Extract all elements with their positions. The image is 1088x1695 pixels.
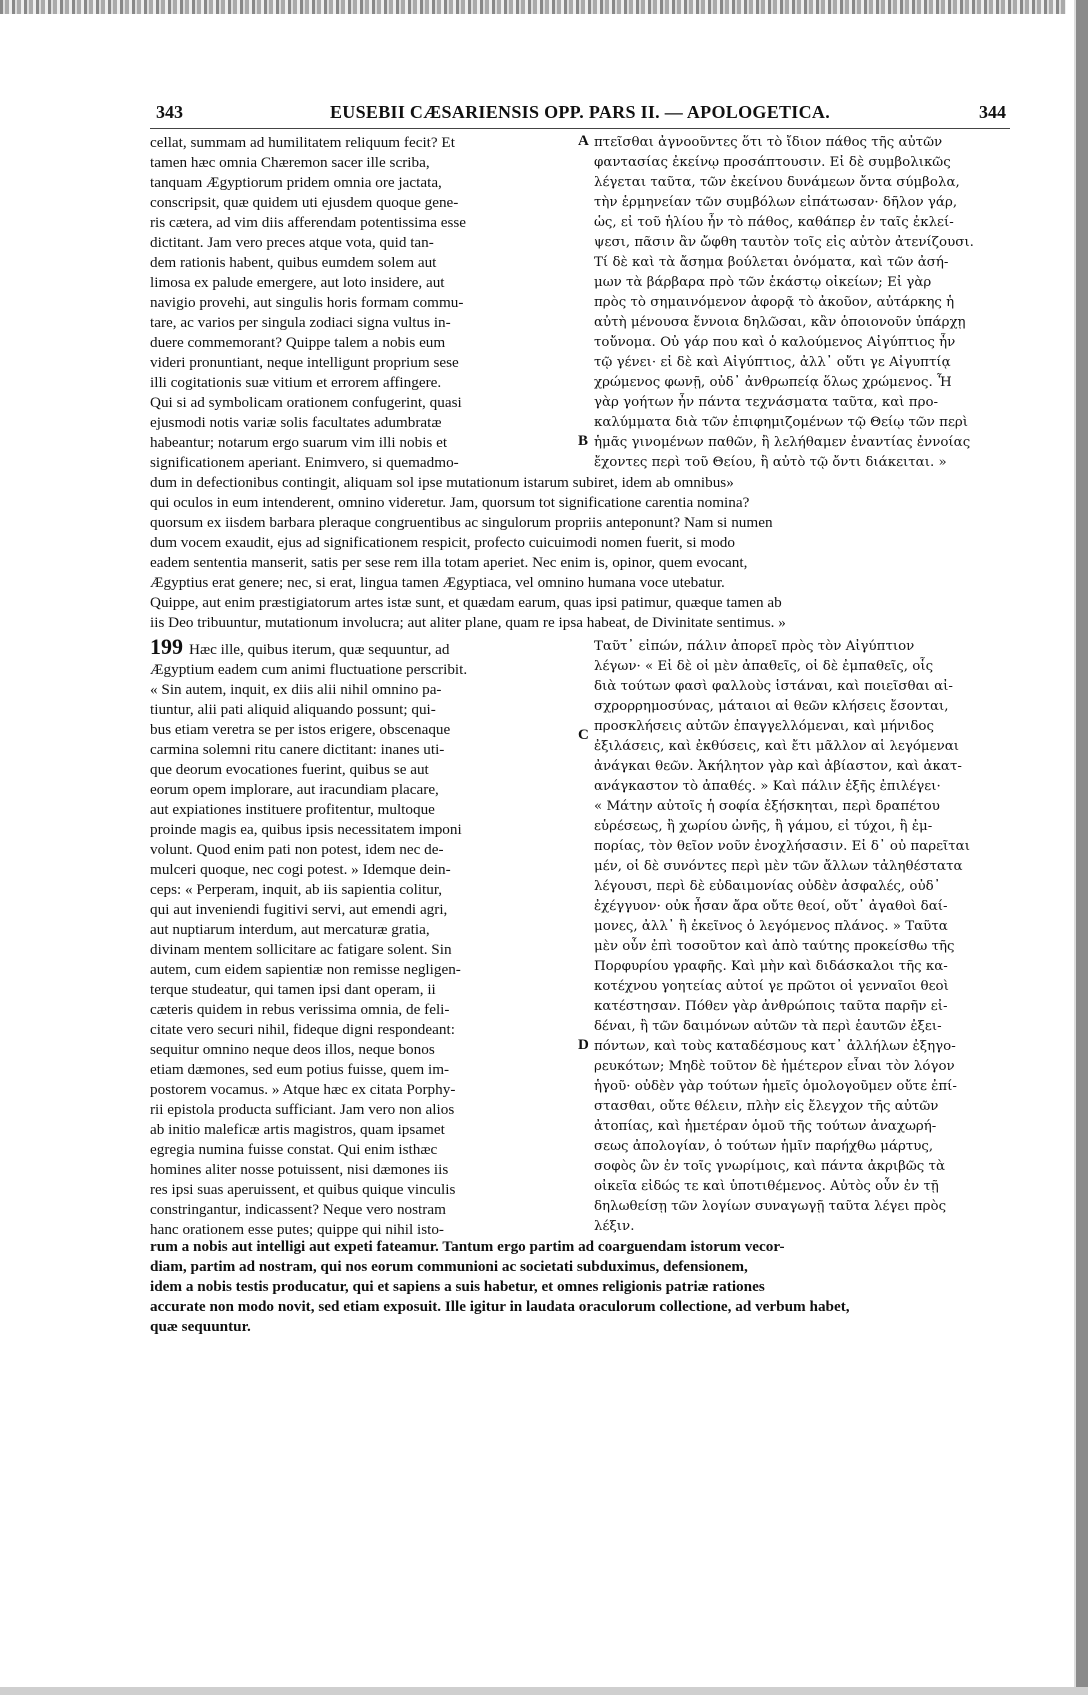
text-line: πρὸς τὸ σημαινόμενον ἀφορᾷ τὸ ἀκοῦον, αὐτάρκης ἡ (594, 295, 955, 310)
text-line: ρευκότων; Μηδὲ τοῦτον δὲ ἡμέτερον εἶναι τὸν λόγον (594, 1059, 955, 1074)
text-line: videri pronuntiant, neque intelligunt proprium sese (150, 354, 459, 371)
text-line: quæ sequuntur. (150, 1318, 251, 1335)
text-line: bus etiam veretra se per istos erigere, obscenaque (150, 721, 451, 738)
text-line: ris cætera, ad vim diis afferendam potentissima esse (150, 214, 467, 231)
text-line: qui aut inveniendi fugitivi servi, aut emendi agri, (150, 901, 448, 918)
text-line: ἐχέγγυον· οὐκ ἦσαν ἄρα οὔτε θεοί, οὔτ᾽ ἀγαθοὶ δαί- (594, 899, 948, 914)
text-line: « Sin autem, inquit, ex diis alii nihil omnino pa- (150, 681, 442, 698)
text-line: quorsum ex iisdem barbara pleraque congruentibus ac singulorum propriis anteponunt? Nam si numen (150, 514, 773, 531)
text-line: hanc orationem esse putes; quippe qui nihil isto- (150, 1221, 444, 1238)
text-line: τοὔνομα. Οὐ γάρ που καὶ ὁ καλούμενος Αἰγύπτιος ἦν (594, 335, 956, 350)
text-line: ἐξιλάσεις, καὶ ἐκθύσεις, καὶ ἔτι μᾶλλον αἱ λεγόμεναι (594, 739, 960, 754)
text-line: εὑρέσεως, ἢ χωρίου ὠνῆς, ἢ γάμου, εἰ τύχοι, ἢ ἐμ- (594, 819, 933, 834)
text-line: Πορφυρίου γραφῆς. Καὶ μὴν καὶ διδάσκαλοι τῆς κα- (594, 959, 948, 974)
text-line: res ipsi suas aperuissent, et quibus quique vinculis (150, 1181, 456, 1198)
margin-marker-b: B (578, 433, 589, 449)
scan-edge-right (1066, 0, 1088, 1695)
text-line: navigio provehi, aut singulis horis formam commu- (150, 294, 464, 311)
margin-marker-a: A (578, 133, 589, 149)
latin-fullwidth-block4 (150, 1237, 1010, 1337)
text-line: iis Deo tribuuntur, mutationum involucra; aut aliter plane, quam re ipsa habeat, de Divinitate sentimus. » (150, 614, 786, 631)
text-line: ab initio maleficæ artis magistros, quam ipsamet (150, 1121, 445, 1138)
book-page (150, 98, 1010, 1335)
text-line: αὐτὴ μένουσα ἔννοια δηλῶσαι, κἂν ὁποιονοῦν ὑπάρχῃ (594, 315, 966, 330)
text-line: postorem vocamus. » Atque hæc ex citata Porphy- (150, 1081, 456, 1098)
text-line: ceps: « Perperam, inquit, ab iis sapientia colitur, (150, 881, 443, 898)
text-line: mulceri quoque, nec cogi potest. » Idemque dein- (150, 861, 451, 878)
text-line: conscripsit, quæ quidem uti ejusdem quoque gene- (150, 194, 459, 211)
text-line: divinam mentem sollicitare ac fatigare solent. Sin (150, 941, 452, 958)
text-line: λέγεται ταῦτα, τῶν ἐκείνου δυνάμεων ὄντα σύμβολα, (594, 175, 960, 190)
text-line: Ægyptius erat genere; nec, si erat, lingua tamen Ægyptiaca, vel omnino humana voce utebatur. (150, 574, 725, 591)
text-line: ψεσι, πᾶσιν ἂν ὤφθη ταυτὸν τοῖς εἰς αὐτὸν ἀτενίζουσι. (594, 235, 974, 250)
latin-fullwidth-block2 (150, 473, 1010, 633)
text-line: rum a nobis aut intelligi aut expeti fateamur. Tantum ergo partim ad coarguendam istorum vecor- (150, 1238, 785, 1255)
text-line: γὰρ γοήτων ἦν πάντα τεχνάσματα ταῦτα, καὶ προ- (594, 395, 939, 410)
text-line: tare, ac varios per singula zodiaci signa vultus in- (150, 314, 451, 331)
text-line: significationem aperiant. Enimvero, si quemadmo- (150, 454, 459, 471)
text-line: volunt. Quod enim pati non potest, idem nec de- (150, 841, 444, 858)
text-line: προσκλήσεις αὐτῶν ἐπαγγελλόμεναι, καὶ μήνιδος (594, 719, 934, 734)
text-line: etiam dæmones, sed eum potius fuisse, quem im- (150, 1061, 450, 1078)
text-line: τὴν ἑρμηνείαν τῶν συμβόλων εἰπάτωσαν· δῆλον γάρ, (594, 195, 958, 210)
text-line: Ταῦτ᾽ εἰπών, πάλιν ἀπορεῖ πρὸς τὸν Αἰγύπτιον (594, 639, 915, 654)
text-line: ἀτοπίας, καὶ ἡμετέραν ὁμοῦ τῆς τούτων ἀναχωρή- (594, 1119, 937, 1134)
greek-column-block3 (594, 637, 1010, 1237)
text-line: χρώμενος φωνῇ, οὐδ᾽ ἀνθρωπείᾳ ὅλως χρώμενος. Ἦ (594, 375, 952, 390)
text-line: constringantur, indicassent? Neque vero nostram (150, 1201, 446, 1218)
text-line: πορίας, τὸν θεῖον νοῦν ἐνοχλήσασιν. Εἰ δ᾽ οὐ παρεῖται (594, 839, 970, 854)
text-line: autem, cum eidem sapientiæ non remisse negligen- (150, 961, 461, 978)
text-line: terque studeatur, qui tamen ipsi dant operam, ii (150, 981, 436, 998)
text-line: διὰ τούτων φασὶ φαλλοὺς ἱστάναι, καὶ ποιεῖσθαι αἰ- (594, 679, 953, 694)
text-line: κατέστησαν. Πόθεν γὰρ ἀνθρώποις ταῦτα παρῆν εἰ- (594, 999, 948, 1014)
text-line: ἀνάγκαι θεῶν. Ἀκήλητον γὰρ καὶ ἀβίαστον, καὶ ἀκατ- (594, 759, 962, 774)
text-line: citate vero securi nihil, fideque digni respondeant: (150, 1021, 455, 1038)
text-line: στασθαι, οὔτε θέλειν, πλὴν εἰς ἔλεγχον τῆς αὐτῶν (594, 1099, 939, 1114)
text-line: dum in defectionibus contingit, aliquam sol ipse mutationum istarum subiret, idem ab omnibus» (150, 474, 734, 491)
page-number-left: 343 (156, 102, 183, 122)
text-line: ejusmodi notis variæ solis facultates adumbratæ (150, 414, 442, 431)
text-line: homines aliter nosse potuissent, nisi dæmones iis (150, 1161, 449, 1178)
text-line: eorum opem implorare, aut iracundiam placare, (150, 781, 439, 798)
text-line: dictitant. Jam vero preces atque vota, quid tan- (150, 234, 434, 251)
text-line: μέν, οἱ δὲ συνόντες περὶ μὲν τῶν ἄλλων τἀληθέστατα (594, 859, 963, 874)
text-line: tamen hæc omnia Chæremon sacer ille scriba, (150, 154, 430, 171)
text-line: idem a nobis testis producatur, qui et sapiens a suis habetur, et omnes religionis patriæ rationes (150, 1278, 765, 1295)
text-line: σοφὸς ὢν ἐν τοῖς γνωρίμοις, καὶ πάντα ἀκριβῶς τὰ (594, 1159, 945, 1174)
text-line: φαντασίας ἐκείνῳ προσάπτουσιν. Εἰ δὲ συμβολικῶς (594, 155, 951, 170)
text-line: que deorum evocationes fuerint, quibus se aut (150, 761, 429, 778)
text-line: Qui si ad symbolicam orationem confugerint, quasi (150, 394, 462, 411)
text-line: aut expiationes instituere profitentur, multoque (150, 801, 435, 818)
text-line: ανάγκαστον τὸ ἀπαθές. » Καὶ πάλιν ἑξῆς ἐπιλέγει· (594, 779, 941, 794)
text-line: Hæc ille, quibus iterum, quæ sequuntur, ad (189, 641, 450, 658)
text-line: δηλωθείσῃ τῶν λογίων συναγωγῇ ταῦτα λέγει πρὸς (594, 1199, 947, 1214)
text-line: ὡς, εἰ τοῦ ἡλίου ἦν τὸ πάθος, καθάπερ ἐν ταῖς ἐκλεί- (594, 215, 954, 230)
text-line: τῷ γένει· εἰ δὲ καὶ Αἰγύπτιος, ἀλλ᾽ οὔτι γε Αἰγυπτίᾳ (594, 355, 951, 370)
text-line: dem rationis habent, quibus eumdem solem aut (150, 254, 437, 271)
text-line: cæteris quidem in rebus verissima omnia, de feli- (150, 1001, 450, 1018)
text-line: πόντων, καὶ τοὺς καταδέσμους κατ᾽ ἀλλήλων ἐξηγο- (594, 1039, 956, 1054)
text-line: habeantur; notarum ergo suarum vim illi nobis et (150, 434, 448, 451)
running-header (150, 98, 1010, 129)
text-line: « Μάτην αὐτοῖς ἡ σοφία ἐξήσκηται, περὶ δραπέτου (594, 799, 940, 814)
text-line: dum vocem exaudit, ejus ad significationem respicit, profecto cuicuimodi nomen fuerit, si modo (150, 534, 735, 551)
text-line: eadem sententia manserit, satis per sese rem illa totam aperiet. Nec enim is, opinor, quem evocant, (150, 554, 748, 571)
text-line: δέναι, ἢ τῶν δαιμόνων αὐτῶν τὰ περὶ ἑαυτῶν ἐξει- (594, 1019, 942, 1034)
text-line: tanquam Ægyptiorum pridem omnia ore jactata, (150, 174, 442, 191)
scan-edge-top (0, 0, 1088, 14)
text-line: μων τὰ βάρβαρα πρὸ τῶν ἑκάστῳ οἰκείων; Εἰ γὰρ (594, 275, 932, 290)
text-line: ἡγοῦ· οὐδὲν γὰρ τούτων ἡμεῖς ὁμολογοῦμεν οὔτε ἐπί- (594, 1079, 957, 1094)
text-line: rii epistola producta sufficiant. Jam vero non alios (150, 1101, 455, 1118)
text-line: Ægyptium eadem cum animi fluctuatione perscribit. (150, 661, 468, 678)
latin-column-block1 (150, 133, 570, 473)
text-line: σχρορρημοσύνας, μάταιοι αἱ θεῶν κλήσεις ἔσονται, (594, 699, 949, 714)
text-line: λέγων· « Εἰ δὲ οἱ μὲν ἀπαθεῖς, οἱ δὲ ἐμπαθεῖς, οἷς (594, 659, 934, 674)
text-line: μὲν οὖν ἐπὶ τοσοῦτον καὶ ἀπὸ ταύτης προκείσθω τῆς (594, 939, 955, 954)
text-line: proinde magis ea, quibus ipsis necessitatem imponi (150, 821, 462, 838)
margin-marker-d: D (578, 1037, 589, 1053)
text-line: duere commemorant? Quippe talem a nobis eum (150, 334, 446, 351)
text-line: cellat, summam ad humilitatem reliquum fecit? Et (150, 134, 455, 151)
text-line: κοτέχνου γοητείας αὐτοί γε πρῶτοι οἱ γενναῖοι θεοὶ (594, 979, 949, 994)
text-line: sequitur omnino neque deos illos, neque bonos (150, 1041, 435, 1058)
text-line: καλύμματα διὰ τῶν ἐπιφημιζομένων τῷ Θείῳ τῶν περὶ (594, 415, 969, 430)
page-number-right: 344 (979, 102, 1006, 122)
text-line: μονες, ἀλλ᾽ ἢ ἐκεῖνος ὁ λεγόμενος πλάνος. » Ταῦτα (594, 919, 948, 934)
text-line: aut nuptiarum interdum, aut mercaturæ gratia, (150, 921, 430, 938)
text-line: qui oculos in eum intenderent, omnino videretur. Jam, quorsum tot significatione carentia nomina? (150, 494, 750, 511)
running-title: EUSEBII CÆSARIENSIS OPP. PARS II. — APOLOGETICA. (329, 102, 831, 122)
text-line: ἡμᾶς γινομένων παθῶν, ἢ λελήθαμεν ἐναντίας ἐννοίας (594, 435, 971, 450)
text-line: illi cogitationis suæ vitium et errorem affingere. (150, 374, 442, 391)
text-line: carmina solemni ritu canere dictitant: inanes uti- (150, 741, 445, 758)
text-line: σεως ἀπολογίαν, ὁ τούτων ἡμῖν παρήχθω μάρτυς, (594, 1139, 934, 1154)
text-line: ἔχοντες περὶ τοῦ Θείου, ἢ αὐτὸ τῷ ὄντι διάκειται. » (594, 455, 947, 470)
text-line: λέγουσι, περὶ δὲ εὐδαιμονίας οὐδὲν ἀσφαλές, οὐδ᾽ (594, 879, 941, 894)
text-line: accurate non modo novit, sed etiam exposuit. Ille igitur in laudata oraculorum collectione, ad verbum habet, (150, 1298, 850, 1315)
text-line: diam, partim ad nostram, qui nos eorum communioni ac societati subduximus, defensionem, (150, 1258, 748, 1275)
margin-marker-c: C (578, 727, 589, 743)
text-line: οἰκεῖα εἰδώς τε καὶ ὑποτιθέμενος. Αὐτὸς οὖν ἐν τῇ (594, 1179, 939, 1194)
text-line: egregia numina fuisse constat. Qui enim isthæc (150, 1141, 438, 1158)
scan-edge-bottom (0, 1687, 1088, 1695)
text-line: λέξιν. (594, 1219, 635, 1234)
latin-column-block3 (150, 637, 570, 1240)
text-line: Τί δὲ καὶ τὰ ἄσημα βούλεται ὀνόματα, καὶ τῶν ἀσή- (594, 255, 949, 270)
latin-lines-block3 (150, 660, 570, 1240)
text-line: πτεῖσθαι ἀγνοοῦντες ὅτι τὸ ἴδιον πάθος τῆς αὐτῶν (594, 135, 943, 150)
section-199-first-line (150, 637, 570, 660)
text-line: tiuntur, alii pati aliquid aliquando possunt; qui- (150, 701, 436, 718)
text-line: limosa ex palude emergere, aut loto insidere, aut (150, 274, 445, 291)
section-number: 199 (150, 637, 183, 659)
greek-column-block1 (594, 133, 1010, 473)
text-line: Quippe, aut enim præstigiatorum artes istæ sunt, et quædam earum, quas ipsi patimur, quæque tamen ab (150, 594, 782, 611)
